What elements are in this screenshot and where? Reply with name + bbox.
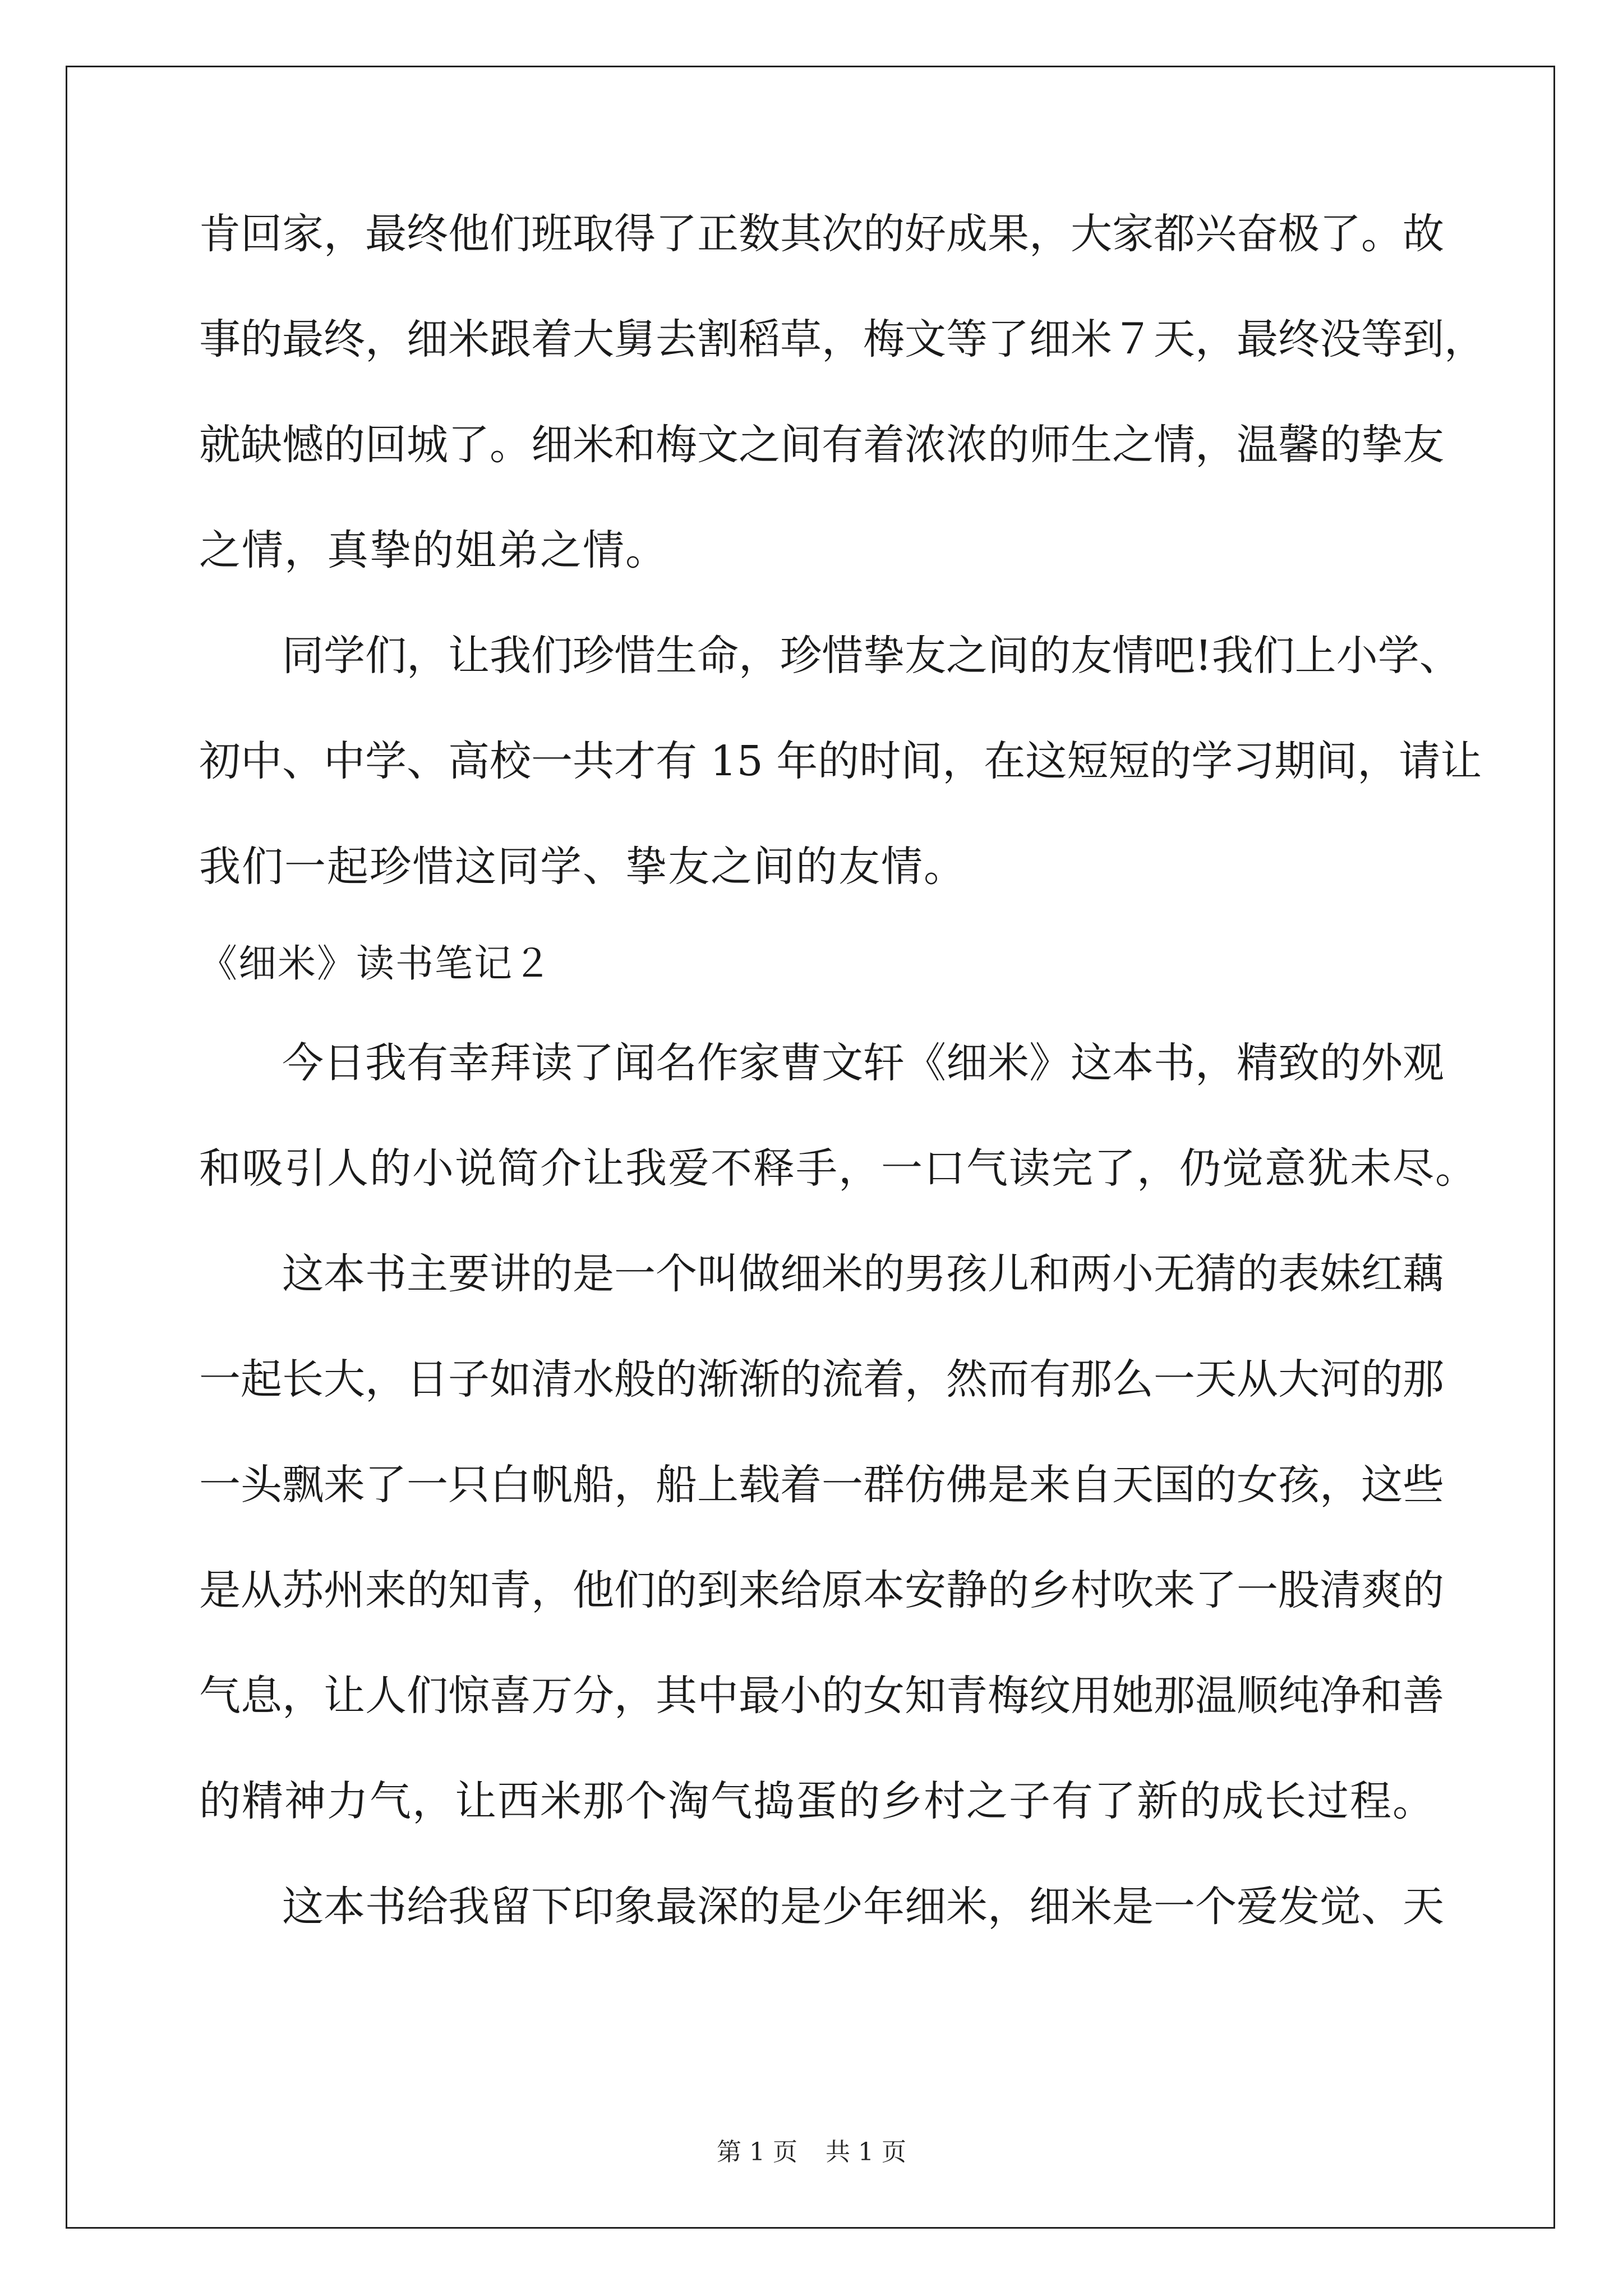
- paragraph-start-line: 同学们，让我们珍惜生命，珍惜挚友之间的友情吧!我们上小学、: [282, 632, 1461, 680]
- text-line: 是从苏州来的知青，他们的到来给原本安静的乡村吹来了一股清爽的: [199, 1566, 1444, 1614]
- text-line: 一头飘来了一只白帆船，船上载着一群仿佛是来自天国的女孩，这些: [199, 1461, 1444, 1509]
- text-line: 一起长大，日子如清水般的渐渐的流着，然而有那么一天从大河的那: [199, 1355, 1444, 1404]
- paragraph-start-line: 今日我有幸拜读了闻名作家曹文轩《细米》这本书，精致的外观: [282, 1039, 1444, 1087]
- text-line: 之情，真挚的姐弟之情。: [199, 526, 668, 574]
- text-line: 和吸引人的小说简介让我爱不释手，一口气读完了，仍觉意犹未尽。: [199, 1144, 1478, 1193]
- text-line: 就缺憾的回城了。细米和梅文之间有着浓浓的师生之情，温馨的挚友: [199, 421, 1444, 469]
- text-line: 事的最终，细米跟着大舅去割稻草，梅文等了细米７天，最终没等到，: [199, 315, 1486, 364]
- section-heading: 《细米》读书笔记２: [199, 942, 553, 986]
- page-number-current: 第 1 页: [717, 2138, 797, 2166]
- text-line: 肯回家，最终他们班取得了正数其次的好成果，大家都兴奋极了。故: [199, 210, 1444, 258]
- text-line: 我们一起珍惜这同学、挚友之间的友情。: [199, 843, 966, 891]
- text-line: 气息，让人们惊喜万分，其中最小的女知青梅纹用她那温顺纯净和善: [199, 1672, 1444, 1720]
- text-line: 的精神力气，让西米那个淘气捣蛋的乡村之子有了新的成长过程。: [199, 1777, 1435, 1825]
- paragraph-start-line: 这本书主要讲的是一个叫做细米的男孩儿和两小无猜的表妹红藕: [282, 1250, 1444, 1298]
- page-number-total: 共 1 页: [826, 2138, 906, 2166]
- paragraph-start-line: 这本书给我留下印象最深的是少年细米，细米是一个爱发觉、天: [282, 1883, 1444, 1931]
- page-footer: [0, 2132, 1623, 2168]
- text-line: 初中、中学、高校一共才有 15 年的时间，在这短短的学习期间，请让: [199, 737, 1482, 785]
